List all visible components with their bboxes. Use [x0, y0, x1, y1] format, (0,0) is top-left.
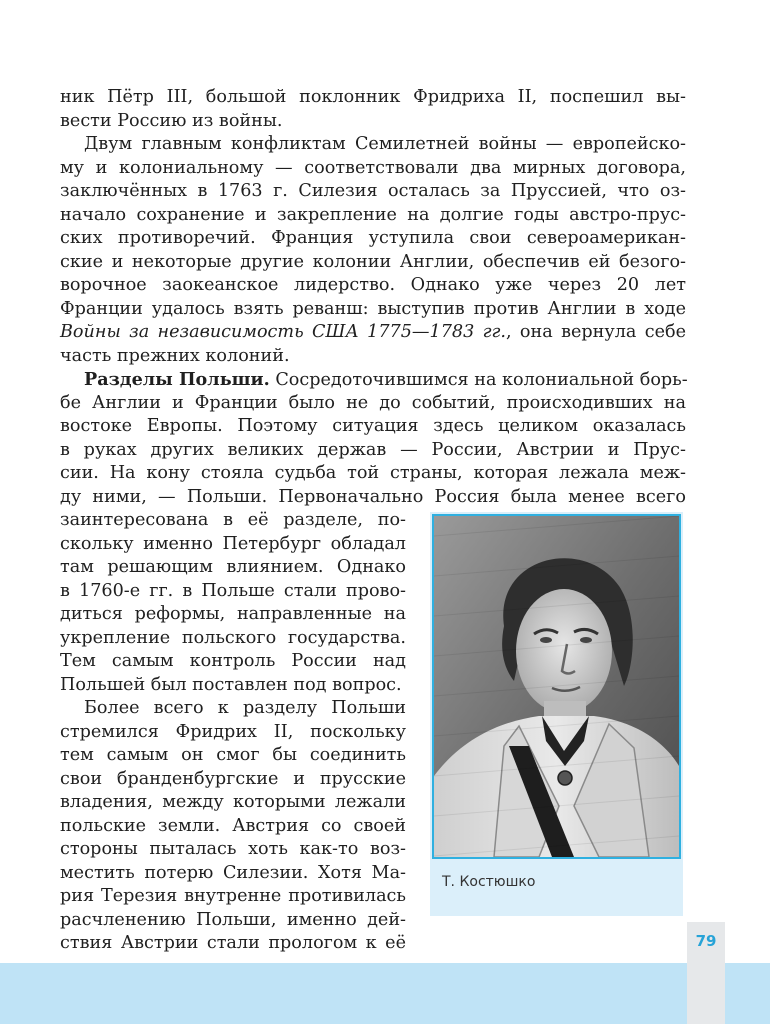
- text-line: востоке Европы. Поэтому ситуация здесь целиком оказалась: [60, 416, 686, 436]
- text-line: диться реформы, направленные на: [60, 604, 406, 624]
- text-line: там решающим влиянием. Однако: [60, 557, 406, 577]
- text-line: польские земли. Австрия со своей: [60, 815, 406, 836]
- text-line: Франции удалось взять реванш: выступив против Англии в ходе: [60, 298, 686, 319]
- text-line: [60, 368, 686, 392]
- text-line: свои бранденбургские и прусские: [60, 768, 406, 789]
- portrait-figure: [430, 512, 683, 916]
- text-line: владения, между которыми лежали: [60, 792, 406, 812]
- footer-band: [0, 963, 770, 1024]
- text-line: укрепление польского государства.: [60, 627, 406, 648]
- text-line: Двум главным конфликтам Семилетней войны — европейско-: [84, 134, 686, 154]
- text-line: ские и некоторые другие колонии Англии, обеспечив ей безого-: [60, 251, 686, 272]
- portrait-image: [432, 514, 681, 859]
- text-line: в руках других великих держав — России, Австрии и Прус-: [60, 439, 686, 460]
- text-line: скольку именно Петербург обладал: [60, 533, 406, 554]
- text-line: ствия Австрии стали прологом к её: [60, 933, 406, 953]
- text-line: местить потерю Силезии. Хотя Ма-: [60, 862, 406, 883]
- page-number: 79: [695, 932, 717, 950]
- text-line: Более всего к разделу Польши: [84, 698, 406, 718]
- text-line: Польшей был поставлен под вопрос.: [60, 674, 402, 695]
- text-line: заключённых в 1763 г. Силезия осталась за Пруссией, что оз-: [60, 181, 686, 201]
- text-fragment: Сосредоточившимся на колониальной борь-: [269, 370, 688, 390]
- text-line: ворочное заокеанское лидерство. Однако уже через 20 лет: [60, 275, 686, 295]
- text-line: тем самым он смог бы соединить: [60, 745, 406, 765]
- text-line: вести Россию из войны.: [60, 110, 283, 131]
- text-line: рия Терезия внутренне противилась: [60, 886, 406, 906]
- text-line: начало сохранение и закрепление на долгие годы австро-прус-: [60, 204, 686, 225]
- text-line: стремился Фридрих II, поскольку: [60, 721, 406, 742]
- portrait-engraving-icon: [434, 516, 679, 857]
- text-fragment: , она вернула себе: [506, 322, 686, 342]
- text-line: бе Англии и Франции было не до событий, происходивших на: [60, 392, 686, 413]
- text-line: ник Пётр III, большой поклонник Фридриха II, поспешил вы-: [60, 87, 686, 107]
- text-line: стороны пыталась хоть как-то воз-: [60, 839, 406, 859]
- text-line: сии. На кону стояла судьба той страны, которая лежала меж-: [60, 463, 686, 483]
- italic-term: Войны за независимость США 1775—1783 гг.: [60, 322, 507, 342]
- text-line: ду ними, — Польши. Первоначально Россия была менее всего: [60, 486, 686, 507]
- text-line: Тем самым контроль России над: [60, 651, 406, 671]
- text-line: му и колониальному — соответствовали два мирных договора,: [60, 157, 686, 178]
- text-line: [60, 321, 686, 345]
- text-line: заинтересована в её разделе, по-: [60, 510, 406, 530]
- text-line: в 1760-е гг. в Польше стали прово-: [60, 580, 406, 601]
- section-heading: Разделы Польши.: [84, 369, 270, 390]
- text-line: часть прежних колоний.: [60, 345, 290, 366]
- text-line: расчленению Польши, именно дей-: [60, 909, 406, 930]
- figure-caption: Т. Костюшко: [442, 874, 536, 890]
- text-line: ских противоречий. Франция уступила свои североамерикан-: [60, 228, 686, 248]
